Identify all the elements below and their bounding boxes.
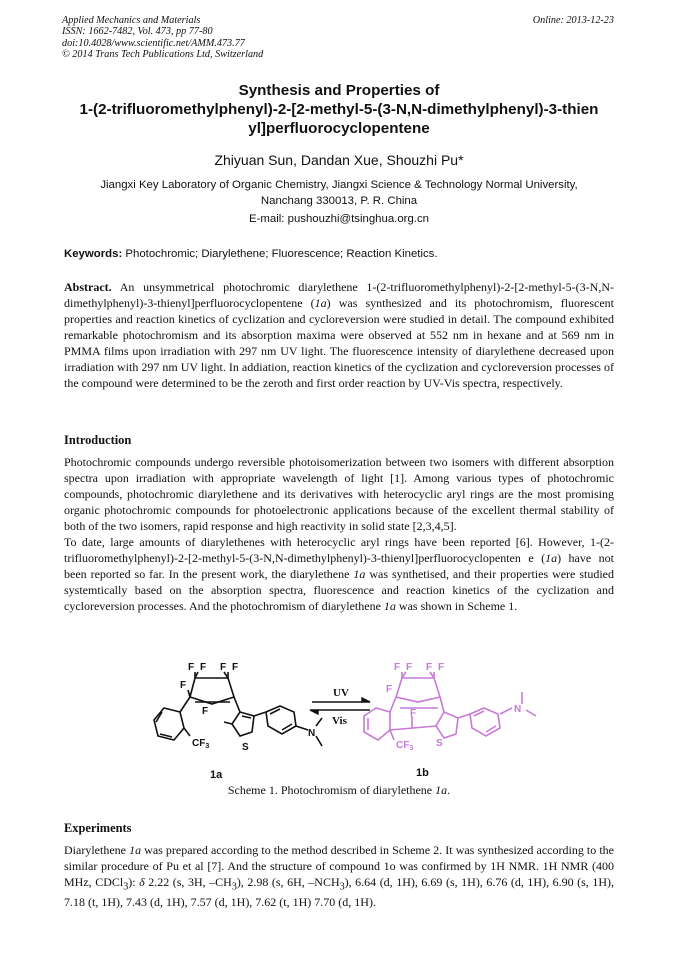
nitrogen-label: N (308, 728, 316, 739)
fluorine-label: F (220, 662, 227, 673)
introduction-body (64, 455, 614, 615)
closed-isomer-structure (364, 672, 536, 740)
abstract-text-1: An unsymmetrical photochromic diarylethene 1-(2-trifluoromethylphenyl)-2-[2-methyl-5-(3-N,N-dimethylphenyl)-3-thienyl]perfluorocyclopentene ( (64, 280, 614, 310)
authors: Zhiyuan Sun, Dandan Xue, Shouzhi Pu* (214, 152, 464, 168)
affiliation (40, 178, 638, 209)
journal-header (62, 15, 263, 61)
exp-subscript: 3 (231, 881, 237, 893)
intro-compound-3: 1a (383, 598, 396, 613)
fluorine-label: F (188, 662, 195, 673)
nitrogen-label: N (514, 704, 522, 715)
email: E-mail: pushouzhi@tsinghua.org.cn (249, 213, 429, 225)
introduction-heading: Introduction (64, 433, 132, 447)
experiments-heading: Experiments (64, 821, 132, 835)
compound-label-1b: 1b (416, 767, 429, 779)
scheme-1-figure (150, 652, 540, 780)
keywords-text: Photochromic; Diarylethene; Fluorescence; Reaction Kinetics. (125, 248, 438, 260)
fluorine-label: F (232, 662, 239, 673)
caption-text: Scheme 1. Photochromism of diarylethene (227, 783, 436, 797)
fluorine-label: F (386, 684, 393, 695)
title-line-3: yl]perfluorocyclopentene (248, 120, 430, 137)
title-line-2: 1-(2-trifluoromethylphenyl)-2-[2-methyl-5-(3-N,N-dimethylphenyl)-3-thien (79, 101, 599, 118)
exp-text-4: 2.22 (s, 3H, –CH (144, 874, 232, 889)
intro-text-d: was shown in Scheme 1. (395, 598, 518, 613)
issn: ISSN: 1662-7482, Vol. 473, pp 77-80 (62, 26, 213, 38)
journal-name: Applied Mechanics and Materials (62, 15, 201, 26)
intro-compound-2: 1a (353, 566, 366, 581)
exp-text-6: ), 6.64 (d, 1H), 6.69 (s, 1H), 6.76 (d, 1H), 6.90 (s, 1H), 7.18 (t, 1H), 7.43 (d, 1H), 7.57 (d, 1H), 7.62 (t, 1H) 7.70 (d, 1H). (64, 874, 615, 910)
intro-text-b: ) have not been reported so far. In the present work, the diarylethene (64, 550, 614, 581)
exp-compound: 1a (129, 843, 142, 857)
fluorine-label: F (202, 706, 209, 717)
abstract-compound: 1a (314, 295, 327, 310)
keywords-label: Keywords: (64, 248, 123, 260)
abstract-label: Abstract. (64, 280, 112, 294)
affiliation-line-2: Nanchang 330013, P. R. China (260, 194, 418, 207)
cf3-label: $CF_3$ (192, 738, 210, 750)
fluorine-label: F (180, 680, 187, 691)
uv-label: UV (333, 687, 349, 699)
copyright: © 2014 Trans Tech Publications Ltd, Switzerland (62, 49, 264, 61)
fluorine-label: F (394, 662, 401, 673)
experiments-body (64, 843, 614, 911)
keywords (64, 248, 438, 260)
fluorine-label: F (426, 662, 433, 673)
sulfur-label: S (242, 742, 249, 753)
caption-compound: 1a (435, 783, 448, 797)
open-isomer-atom-labels (180, 662, 315, 753)
title-line-1: Synthesis and Properties of (238, 82, 440, 99)
affiliation-line-1: Jiangxi Key Laboratory of Organic Chemistry, Jiangxi Science & Technology Normal University, (100, 179, 578, 191)
compound-label-1a: 1a (210, 769, 223, 780)
exp-text-2: was prepared according to the method described in Scheme 2. It was synthesized according to the similar procedure of Pu et al [7]. And the structure of compound 1o was confirmed by 1H NMR. 1H NMR (400 MHz, CDCl (64, 843, 614, 889)
caption-period: . (447, 783, 451, 797)
doi: doi:10.4028/www.scientific.net/AMM.473.77 (62, 37, 245, 49)
introduction-paragraph-1: Photochromic compounds undergo reversible photoisomerization between two isomers with different absorption spectra upon irradiation with appropriate wavelength of light [1]. Among various types of photochromic compounds, photochromic diarylethene and its derivatives with heterocyclic aryl rings are the most promising organic photochromic compounds for photoelectronic applications because of the excellent thermal stability of both of the two isomers, rapid response and high reactivity in solid state [2,3,4,5]. (64, 455, 614, 533)
exp-subscript: 3 (339, 881, 345, 893)
exp-text-1: Diarylethene (64, 843, 130, 857)
vis-label: Vis (332, 715, 347, 727)
delta-symbol: δ (139, 874, 145, 889)
closed-isomer-atom-labels (386, 662, 521, 752)
cf3-label: $CF_3$ (396, 740, 414, 752)
intro-compound-1: 1a (545, 550, 558, 565)
abstract (64, 280, 614, 392)
intro-text-a: To date, large amounts of diarylethenes with heterocyclic aryl rings have been reported [6]. However, 1-(2-trifluoromethylphenyl)-2-[2-methyl-5-(3-N,N-dimethylphenyl)-3-thienyl]perfluorocyclopenten e ( (64, 534, 614, 565)
intro-text-c: was synthetised, and their properties were studied systemtically based on the absorption spectra, fluorescence and reaction kinetics of the cyclization and cycloreversion processes. And the photochromism of diarylethene (64, 566, 614, 613)
fluorine-label: F (200, 662, 207, 673)
fluorine-label: F (438, 662, 445, 673)
exp-text-5: ), 2.98 (s, 6H, –NCH (236, 874, 340, 889)
fluorine-label: F (410, 708, 417, 719)
sulfur-label: S (436, 738, 443, 749)
exp-text-3: ): (128, 874, 140, 889)
introduction-paragraph-2 (64, 535, 614, 615)
abstract-text-2: ) was synthesized and its photochromism, fluorescent properties and reaction kinetics of cyclization and cycloreversion were studied in detail. The compound exhibited remarkable photochromism and its absorption maxima were observed at 552 nm in hexane and at 569 nm in PMMA films upon irradiation with 297 nm UV light. The fluorescence intensity of diarylethene decreased upon irradiation with 297 nm UV light. In addiation, reaction kinetics of the cyclization and cycloreversion processes of the compound were determined to be the zeroth and first order reaction by UV-Vis spectra, respectively. (64, 295, 615, 390)
equilibrium-arrows (310, 698, 370, 714)
scheme-caption (40, 783, 638, 798)
online-date: Online: 2013-12-23 (532, 15, 614, 26)
paper-title (40, 81, 638, 138)
exp-subscript: 3 (123, 881, 129, 893)
fluorine-label: F (406, 662, 413, 673)
